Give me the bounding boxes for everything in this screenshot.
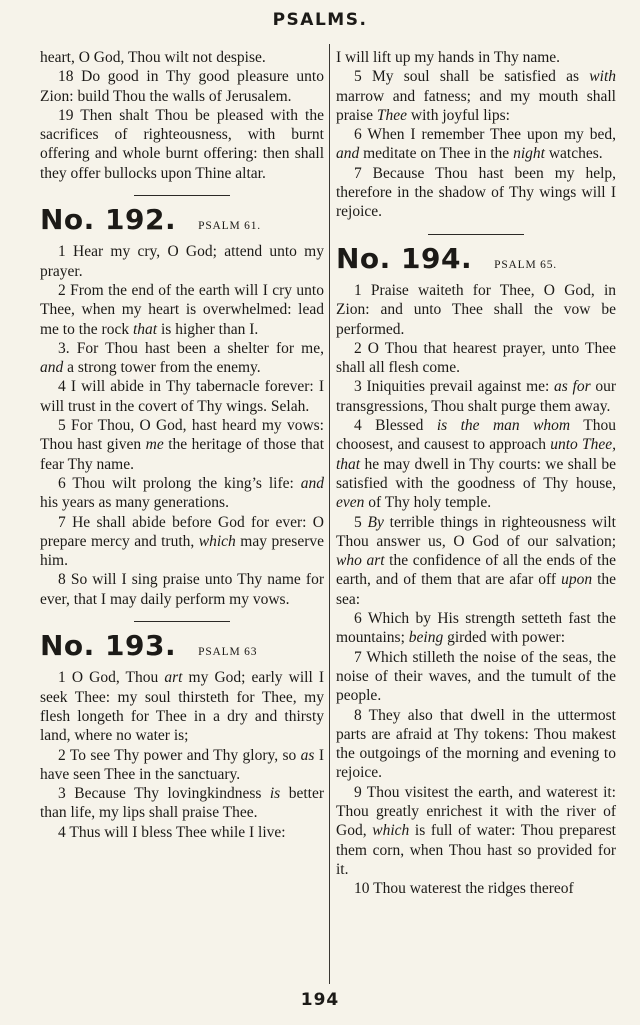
verse: 2 From the end of the earth will I cry unto Thee, when my heart is overwhelmed: lead me to the rock that is higher than I.: [40, 281, 324, 338]
hymn-heading-194: [336, 241, 616, 275]
hymn-heading-193: [40, 629, 324, 663]
verse: 7 He shall abide before God for ever: O prepare mercy and truth, which may preserve him.: [40, 513, 324, 570]
verse: 6 Which by His strength setteth fast the mountains; being girded with power:: [336, 610, 616, 647]
verse: 1 Praise waiteth for Thee, O God, in Zion: and unto Thee shall the vow be performed.: [336, 281, 616, 338]
verse: 6 Thou wilt prolong the king’s life: and his years as many generations.: [40, 474, 324, 512]
section-divider: [134, 621, 230, 622]
verse: 6 When I remember Thee upon my bed, and meditate on Thee in the night watches.: [336, 126, 616, 163]
verse: 8 They also that dwell in the uttermost parts are afraid at Thy tokens: Thou makest the outgoings of the morning and evening to rejoice.: [336, 706, 616, 782]
verse: 2 O Thou that hearest prayer, unto Thee shall all flesh come.: [336, 339, 616, 377]
verse: 7 Which stilleth the noise of the seas, the noise of their waves, and the tumult of the people.: [336, 648, 616, 705]
verse: 4 Thus will I bless Thee while I live:: [58, 823, 286, 841]
psalm-reference: PSALM 63: [198, 646, 258, 659]
verse: 9 Thou visitest the earth, and waterest it: Thou greatly enrichest it with the river of God, which is full of water: Thou preparest them corn, when Thou hast so provided for it.: [336, 783, 616, 878]
psalm-reference: PSALM 65.: [494, 258, 557, 271]
section-divider: [134, 195, 230, 196]
verse: 3 Iniquities prevail against me: as for our transgressions, Thou shalt purge them away.: [336, 378, 616, 415]
hymn-number: No. 193.: [40, 629, 177, 663]
page-number: 194: [300, 990, 340, 1010]
verse: 1 O God, Thou art my God; early will I seek Thee: my soul thirsteth for Thee, my flesh longeth for Thee in a dry and thirsty land, where no water is;: [40, 669, 325, 745]
verse: 7 Because Thou hast been my help, therefore in the shadow of Thy wings will I rejoice.: [336, 164, 616, 221]
column-divider: [329, 44, 330, 984]
verse: 5 By terrible things in righteousness wilt Thou answer us, O God of our salvation; who art the confidence of all the ends of the earth, and of them that are afar off upon the sea:: [336, 513, 617, 608]
verse: 18 Do good in Thy good pleasure unto Zion: build Thou the walls of Jerusalem.: [40, 68, 324, 105]
verse: 5 For Thou, O God, hast heard my vows: Thou hast given me the heritage of those that fear Thy name.: [40, 417, 324, 473]
verse-continuation: I will lift up my hands in Thy name.: [336, 49, 561, 66]
verse: 8 So will I sing praise unto Thy name for ever, that I may daily perform my vows.: [40, 571, 324, 608]
verse: 19 Then shalt Thou be pleased with the sacrifices of righteousness, with burnt offering and whole burnt offering: then shall they offer bullocks upon Thine altar.: [40, 106, 324, 182]
verse: 1 Hear my cry, O God; attend unto my prayer.: [40, 243, 324, 280]
right-column: [336, 48, 616, 898]
section-divider: [428, 234, 524, 235]
verse: 2 To see Thy power and Thy glory, so as I have seen Thee in the sanctuary.: [40, 746, 324, 783]
page-header: PSALMS.: [272, 10, 368, 30]
psalm-reference: PSALM 61.: [198, 220, 261, 233]
verse: 3 Because Thy lovingkindness is better than life, my lips shall praise Thee.: [40, 785, 324, 822]
verse: 5 My soul shall be satisfied as with marrow and fatness; and my mouth shall praise Thee with joyful lips:: [336, 68, 616, 124]
hymn-number: No. 194.: [336, 241, 473, 275]
verse-continuation: heart, O God, Thou wilt not despise.: [40, 49, 266, 66]
verse: 4 I will abide in Thy tabernacle forever: I will trust in the covert of Thy wings. Selah.: [40, 378, 324, 415]
hymn-number: No. 192.: [40, 203, 177, 237]
left-column: [40, 48, 324, 842]
hymn-heading-192: [40, 203, 324, 237]
verse: 4 Blessed is the man whom Thou choosest, and causest to approach unto Thee, that he may dwell in Thy courts: we shall be satisfied with the goodness of Thy house, even of Thy holy temple.: [336, 417, 616, 512]
verse: 10 Thou waterest the ridges thereof: [354, 880, 574, 898]
verse: 3. For Thou hast been a shelter for me, and a strong tower from the enemy.: [40, 339, 324, 377]
